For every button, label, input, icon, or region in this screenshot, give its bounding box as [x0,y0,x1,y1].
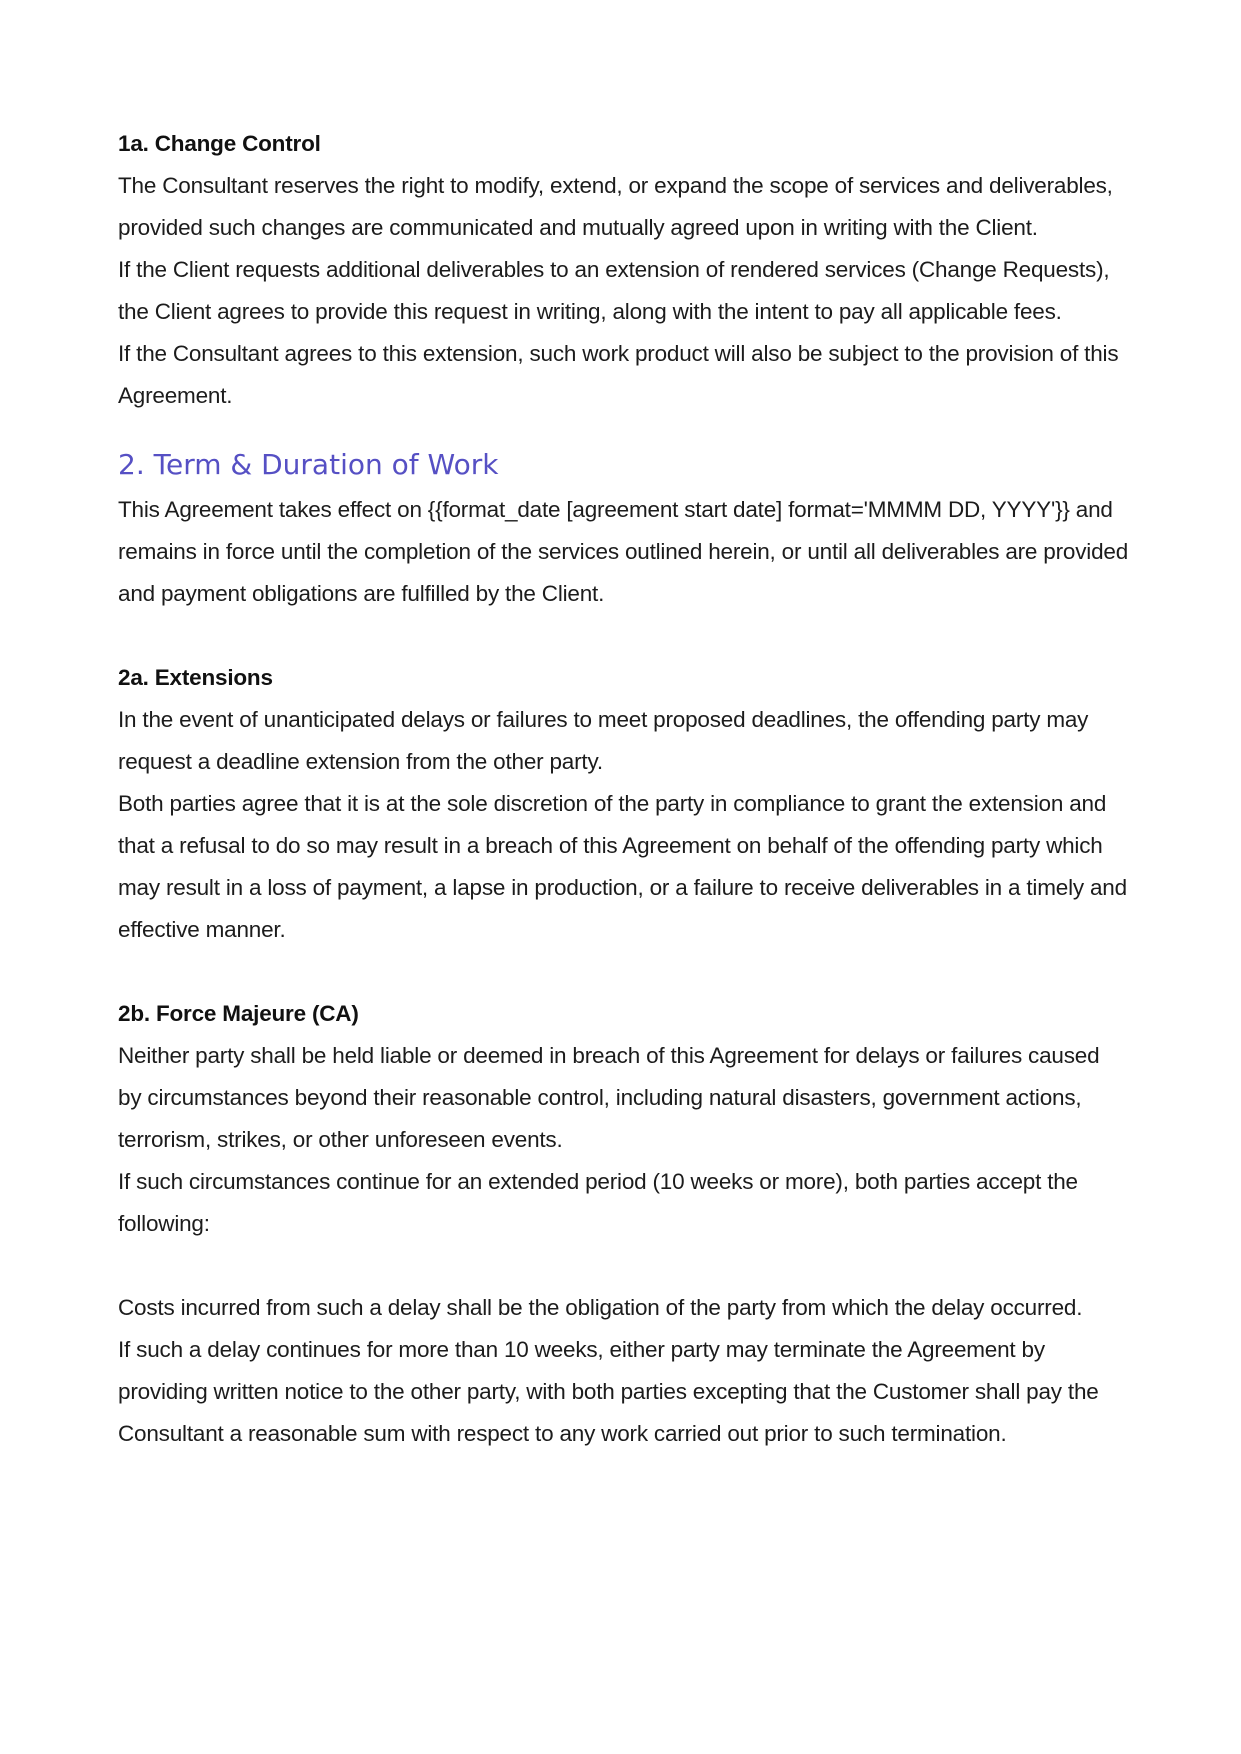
change-control-paragraph-1: The Consultant reserves the right to modify, extend, or expand the scope of services and deliverables, provided such changes are communicated and mutually agreed upon in writing with the Client. [118,173,1113,240]
force-majeure-followup-2: If such a delay continues for more than 10 weeks, either party may terminate the Agreement by providing written notice to the other party, with both parties excepting that the Customer shall pay the Consultant a reasonable sum with respect to any work carried out prior to such termination. [118,1337,1099,1446]
change-control-section [118,123,1128,417]
term-section-title: 2. Term & Duration of Work [118,448,499,481]
change-control-paragraph-3: If the Consultant agrees to this extension, such work product will also be subject to the provision of this Agreement. [118,341,1119,408]
document-page [118,123,1128,1455]
spacer [118,615,1128,657]
change-control-paragraph-2: If the Client requests additional deliverables to an extension of rendered services (Change Requests), the Client agrees to provide this request in writing, along with the intent to pay all applicable fees. [118,257,1110,324]
spacer [118,1245,1128,1287]
force-majeure-section [118,993,1128,1455]
term-section [118,441,1128,615]
force-majeure-followup-1: Costs incurred from such a delay shall be the obligation of the party from which the delay occurred. [118,1295,1083,1320]
extensions-paragraph-2: Both parties agree that it is at the sole discretion of the party in compliance to grant the extension and that a refusal to do so may result in a breach of this Agreement on behalf of the offending party which may result in a loss of payment, a lapse in production, or a failure to receive deliverables in a timely and effective manner. [118,791,1127,942]
force-majeure-paragraph-1: Neither party shall be held liable or deemed in breach of this Agreement for delays or failures caused by circumstances beyond their reasonable control, including natural disasters, government actions, terrorism, strikes, or other unforeseen events. [118,1043,1100,1152]
extensions-heading: 2a. Extensions [118,665,273,690]
extensions-section [118,657,1128,951]
term-paragraph-1: This Agreement takes effect on {{format_date [agreement start date] format='MMMM DD, YYYY'}} and remains in force until the completion of the services outlined herein, or until all deliverables are provided and payment obligations are fulfilled by the Client. [118,497,1129,606]
change-control-heading: 1a. Change Control [118,131,321,156]
spacer [118,951,1128,993]
extensions-paragraph-1: In the event of unanticipated delays or failures to meet proposed deadlines, the offending party may request a deadline extension from the other party. [118,707,1089,774]
force-majeure-paragraph-2: If such circumstances continue for an extended period (10 weeks or more), both parties accept the following: [118,1169,1078,1236]
force-majeure-heading: 2b. Force Majeure (CA) [118,1001,359,1026]
